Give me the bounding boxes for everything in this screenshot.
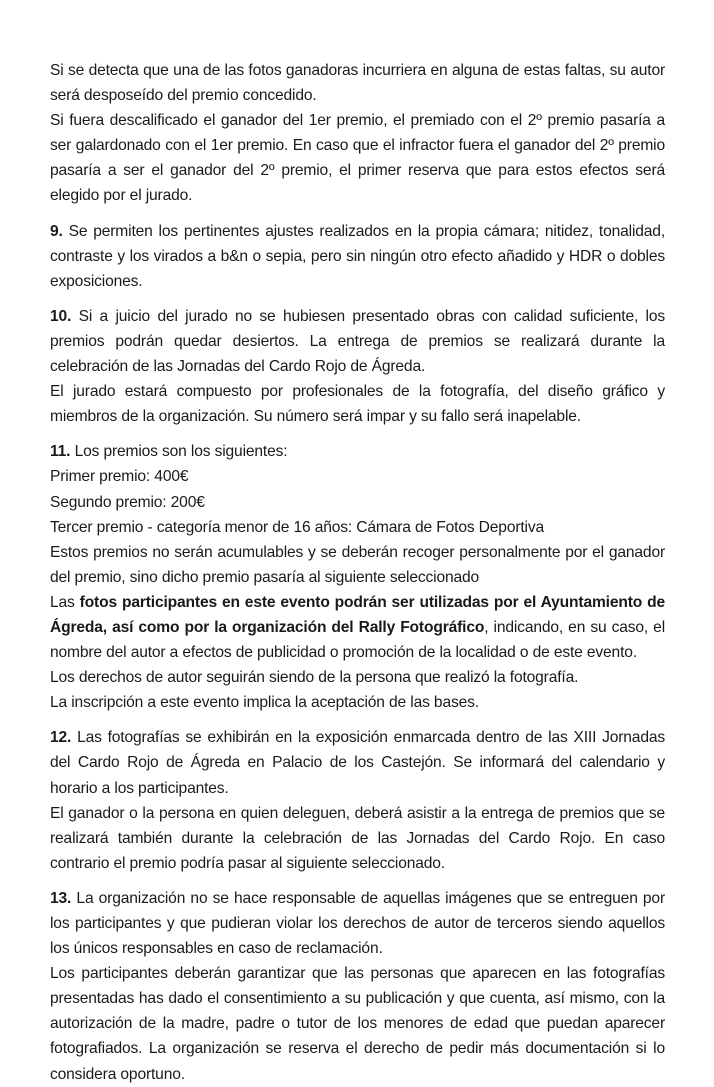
paragraph [50, 379, 665, 429]
paragraph [50, 961, 665, 1086]
text-run: La inscripción a este evento implica la aceptación de las bases. [50, 694, 479, 712]
text-run: El jurado estará compuesto por profesionales de la fotografía, del diseño gráfico y miembros de la organización. Su número será impar y su fallo será inapelable. [50, 383, 665, 426]
text-run: Los derechos de autor seguirán siendo de la persona que realizó la fotografía. [50, 669, 579, 687]
paragraph [50, 490, 665, 515]
paragraph [50, 665, 665, 690]
text-run: Las fotografías se exhibirán en la exposición enmarcada dentro de las XIII Jornadas del Cardo Rojo de Ágreda en Palacio de los Castejón. Se informará del calendario y horario a los participantes. [50, 729, 665, 797]
paragraph [50, 219, 665, 294]
text-run: El ganador o la persona en quien deleguen, deberá asistir a la entrega de premios que se realizará también durante la celebración de las Jornadas del Cardo Rojo. En caso contrario el premio podría pasar al siguiente seleccionado. [50, 804, 665, 872]
text-run: Se permiten los pertinentes ajustes realizados en la propia cámara; nitidez, tonalidad, contraste y los virados a b&n o sepia, pero sin ningún otro efecto añadido y HDR o dobles exposiciones. [50, 222, 665, 290]
clause-10 [50, 304, 665, 429]
paragraph [50, 540, 665, 590]
clause-block [50, 58, 665, 209]
paragraph [50, 108, 665, 208]
text-run: Los premios son los siguientes: [70, 443, 288, 461]
paragraph [50, 515, 665, 540]
paragraph [50, 304, 665, 379]
clause-number: 9. [50, 222, 63, 240]
text-run: Primer premio: 400€ [50, 468, 189, 486]
paragraph [50, 690, 665, 715]
paragraph [50, 886, 665, 961]
text-run: Si a juicio del jurado no se hubiesen presentado obras con calidad suficiente, los premios podrán quedar desiertos. La entrega de premios se realizará durante la celebración de las Jornadas del Cardo Rojo de Ágreda. [50, 307, 665, 376]
clause-9 [50, 219, 665, 294]
paragraph [50, 464, 665, 489]
text-run: , indicando, en su caso, el nombre del autor a efectos de publicidad o promoción de la localidad o de este evento. [50, 618, 665, 662]
paragraph [50, 725, 665, 800]
clause-12 [50, 725, 665, 876]
clause-number: 12. [50, 729, 72, 747]
text-run: Tercer premio - categoría menor de 16 años: Cámara de Fotos Deportiva [50, 518, 545, 536]
clause-number: 10. [50, 307, 72, 325]
text-run: Las [50, 593, 80, 611]
paragraph [50, 58, 665, 108]
text-run: Segundo premio: 200€ [50, 493, 205, 511]
text-run: Si se detecta que una de las fotos ganadoras incurriera en alguna de estas faltas, su autor será desposeído del premio concedido. [50, 62, 665, 105]
clause-number: 13. [50, 889, 72, 907]
paragraph [50, 590, 665, 665]
text-run: La organización no se hace responsable de aquellas imágenes que se entreguen por los participantes y que pudieran violar los derechos de autor de terceros siendo aquellos los únicos responsables en caso de reclamación. [50, 889, 665, 958]
paragraph [50, 801, 665, 876]
text-run: Estos premios no serán acumulables y se deberán recoger personalmente por el ganador del premio, sino dicho premio pasaría al siguiente seleccionado [50, 543, 665, 586]
text-run-bold: fotos participantes en este evento podrán ser utilizadas por el Ayuntamiento de Ágreda, así como por la organización del Rally Fotográfico [50, 593, 665, 636]
document-body [50, 58, 665, 1087]
clause-13 [50, 886, 665, 1087]
clause-11 [50, 439, 665, 715]
paragraph [50, 439, 665, 464]
text-run: Si fuera descalificado el ganador del 1er premio, el premiado con el 2º premio pasaría a ser galardonado con el 1er premio. En caso que el infractor fuera el ganador del 2º premio pasaría a ser el ganador del 2º premio, el primer reserva que para estos efectos será elegido por el jurado. [50, 112, 665, 205]
clause-number: 11. [50, 443, 71, 461]
text-run: Los participantes deberán garantizar que las personas que aparecen en las fotografías presentadas has dado el consentimiento a su publicación y que cuenta, así mismo, con la autorización de la madre, padre o tutor de los menores de edad que puedan aparecer fotografiados. La organización se reserva el derecho de pedir más documentación si lo considera oportuno. [50, 965, 665, 1083]
